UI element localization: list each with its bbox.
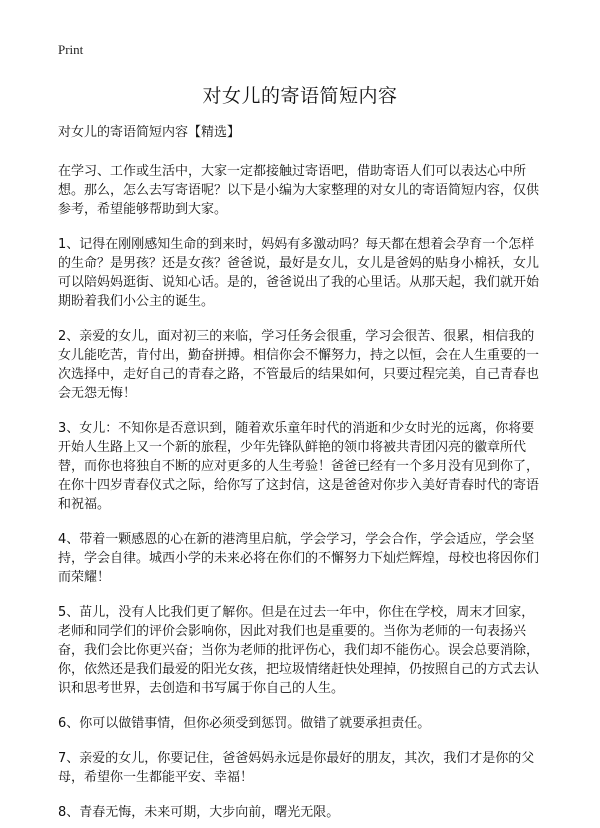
paragraph-4: 4、带着一颗感恩的心在新的港湾里启航，学会学习，学会合作，学会适应，学会坚持，学会自律。城西小学的未来必将在你们的不懈努力下灿烂辉煌，母校也将因你们而荣耀！ [58, 532, 540, 585]
paragraph-1: 1、记得在刚刚感知生命的到来时，妈妈有多激动吗？每天都在想着会孕育一个怎样的生命？是男孩？还是女孩？爸爸说，最好是女儿，女儿是爸妈的贴身小棉袄，女儿可以陪妈妈逛街、说知心话。是的，爸爸说出了我的心里话。从那天起，我们就开始期盼着我们小公主的诞生。 [58, 237, 540, 309]
paragraph-2: 2、亲爱的女儿，面对初三的来临，学习任务会很重，学习会很苦、很累，相信我的女儿能吃苦，肯付出，勤奋拼搏。相信你会不懈努力，持之以恒，会在人生重要的一次选择中，走好自己的青春之路，不管最后的结果如何，只要过程完美，自己青春也会无怨无悔！ [58, 329, 540, 401]
paragraph-5: 5、苗儿，没有人比我们更了解你。但是在过去一年中，你住在学校，周末才回家，老师和同学们的评价会影响你，因此对我们也是重要的。当你为老师的一句表扬兴奋，我们会比你更兴奋；当你为老师的批评伤心，我们却不能伤心。误会总要消除，你，依然还是我们最爱的阳光女孩，把垃圾情绪赶快处理掉，仍按照自己的方式去认识和思考世界，去创造和书写属于你自己的人生。 [58, 605, 540, 696]
paragraph-6: 6、你可以做错事情，但你必须受到惩罚。做错了就要承担责任。 [58, 716, 431, 731]
paragraph-8: 8、青春无悔，未来可期，大步向前，曙光无限。 [58, 805, 340, 820]
document-subtitle: 对女儿的寄语简短内容【精选】 [58, 125, 241, 140]
paragraph-3: 3、女儿：不知你是否意识到，随着欢乐童年时代的消逝和少女时光的远离，你将要开始人生路上又一个新的旅程，少年先锋队鲜艳的领巾将被共青团闪亮的徽章所代替，而你也将独自不断的应对更多的人生考验！爸爸已经有一个多月没有见到你了，在你十四岁青春仪式之际，给你写了这封信，这是爸爸对你步入美好青春时代的寄语和祝福。 [58, 421, 540, 512]
paragraph-7: 7、亲爱的女儿，你要记住，爸爸妈妈永远是你最好的朋友，其次，我们才是你的父母，希望你一生都能平安、幸福！ [58, 751, 535, 785]
page-title: 对女儿的寄语简短内容 [202, 85, 398, 107]
intro-paragraph: 在学习、工作或生活中，大家一定都接触过寄语吧，借助寄语人们可以表达心中所想。那么，怎么去写寄语呢？以下是小编为大家整理的对女儿的寄语简短内容，仅供参考，希望能够帮助到大家。 [58, 164, 540, 217]
print-label: Print [58, 42, 84, 57]
